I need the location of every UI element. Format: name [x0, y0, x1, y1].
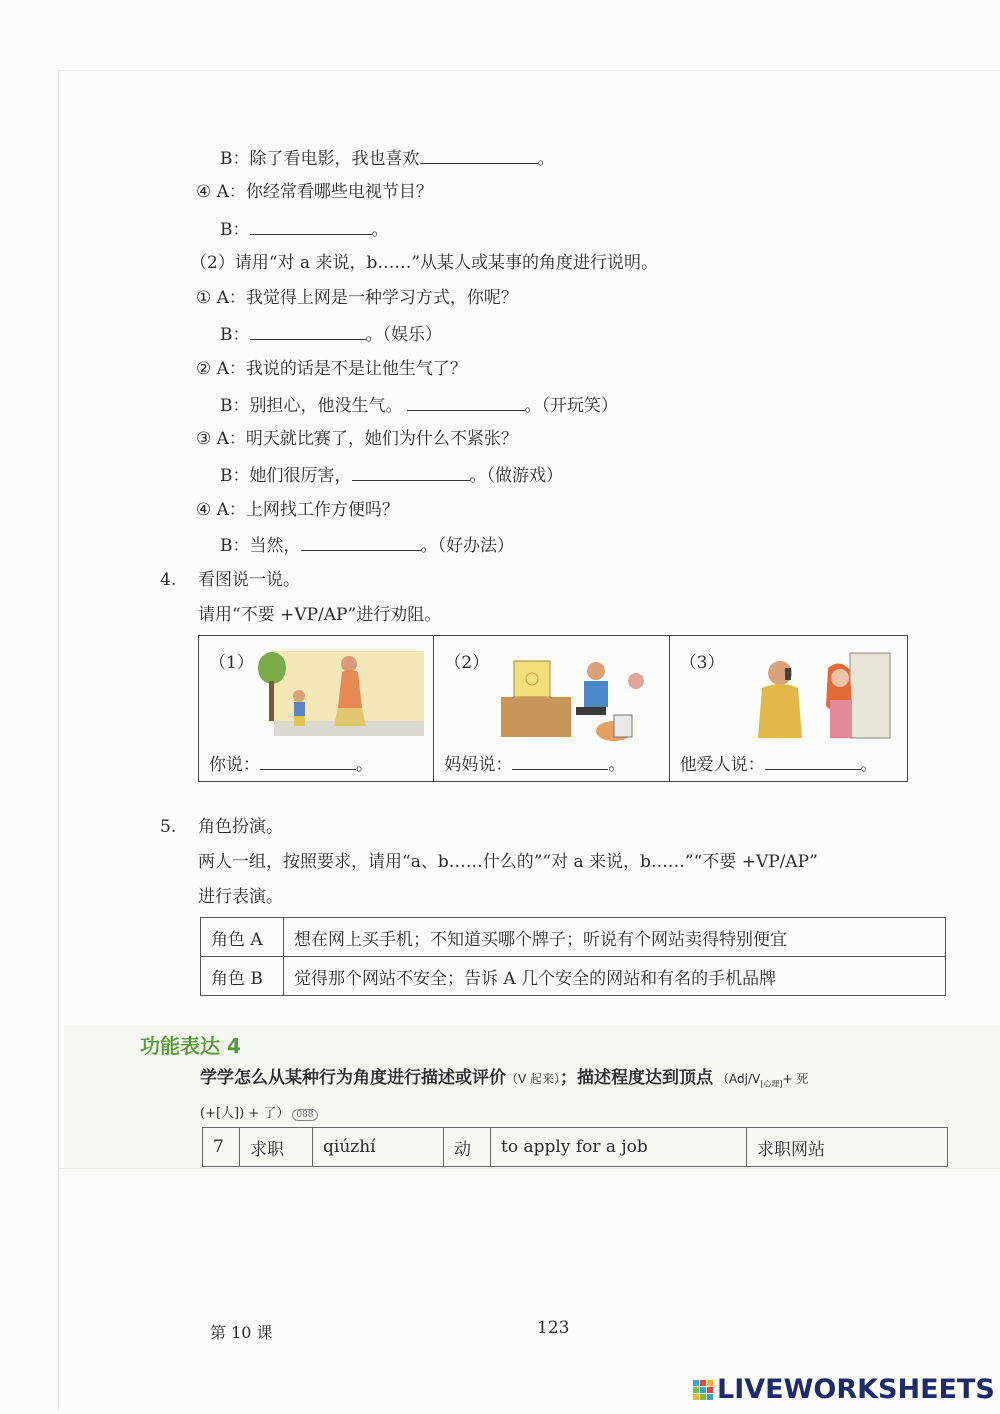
item2-b-pre: B：别担心，他没生气。 — [220, 396, 403, 416]
q4-a-line: ④ A：你经常看哪些电视节目？ — [196, 182, 433, 202]
role-b-label: 角色 B — [201, 957, 284, 996]
role-b-desc: 觉得那个网站不安全；告诉 A 几个安全的网站和有名的手机品牌 — [284, 957, 946, 996]
picture-cell-1 — [199, 636, 434, 782]
item3-b-pre: B：她们很厉害， — [220, 466, 352, 486]
role-row — [201, 918, 946, 957]
function4-title: 功能表达 4 — [140, 1034, 241, 1058]
role-row — [201, 957, 946, 996]
picture-3-label: （3） — [679, 653, 725, 673]
picture-2-say-text: 妈妈说： — [444, 755, 513, 775]
picture-cell-3 — [669, 636, 907, 782]
vocab-row — [203, 1128, 948, 1167]
part2-item2-a: ② A：我说的话是不是让他生气了？ — [196, 359, 467, 379]
liveworksheets-text: LIVEWORKSHEETS — [717, 1374, 995, 1405]
q1-b-line — [220, 145, 555, 171]
picture-3-say-text: 他爱人说： — [679, 755, 765, 775]
vocab-table — [202, 1127, 948, 1167]
vocab-pinyin: qiúzhí — [313, 1128, 444, 1167]
section4-title: 看图说一说。 — [198, 570, 300, 590]
part2-item3-b — [220, 462, 563, 488]
item3-b-post: 。（做游戏） — [469, 466, 563, 486]
q1-b-text: B：除了看电影，我也喜欢 — [220, 149, 420, 169]
function4-desc-paren2-text: （Adj/V — [717, 1072, 761, 1086]
picture-1-illustration — [254, 646, 424, 741]
vocab-number: 7 — [203, 1128, 240, 1167]
q4-b-blank[interactable] — [250, 216, 372, 235]
picture-1-say-text: 你说： — [209, 755, 260, 775]
part2-item3-a: ③ A：明天就比赛了，她们为什么不紧张？ — [196, 429, 518, 449]
q1-b-end: 。 — [537, 149, 555, 169]
roles-table — [200, 917, 946, 996]
part2-item1-b — [220, 321, 442, 347]
vocab-pos: 动 — [444, 1128, 491, 1167]
item1-b-pre: B： — [220, 325, 250, 345]
role-a-label: 角色 A — [201, 918, 284, 957]
audio-track-badge[interactable]: 088 — [292, 1109, 317, 1121]
q1-b-blank[interactable] — [420, 145, 538, 164]
part2-item2-b — [220, 392, 618, 418]
footer-lesson: 第 10 课 — [210, 1323, 273, 1342]
q4-b-line — [220, 216, 389, 242]
picture-1-end: 。 — [356, 755, 373, 775]
picture-table — [198, 635, 908, 782]
picture-2-illustration — [496, 651, 646, 741]
vocab-meaning: to apply for a job — [491, 1128, 747, 1167]
section5-instruction-2: 进行表演。 — [198, 887, 283, 907]
scan-edge-left — [58, 70, 59, 1410]
item4-b-pre: B：当然， — [220, 536, 301, 556]
section-divider — [58, 1168, 1000, 1169]
part2-instruction: （2）请用“对 a 来说，b……”从某人或某事的角度进行说明。 — [190, 253, 659, 273]
item2-blank[interactable] — [407, 392, 525, 411]
footer-page-number: 123 — [537, 1318, 570, 1338]
scan-edge-top — [58, 70, 1000, 71]
role-a-desc: 想在网上买手机；不知道买哪个牌子；听说有个网站卖得特别便宜 — [284, 918, 946, 957]
picture-2-end: 。 — [608, 755, 626, 775]
picture-3-say — [680, 750, 878, 775]
section5-title: 角色扮演。 — [198, 817, 283, 837]
item4-blank[interactable] — [301, 532, 421, 551]
function4-desc-mid: ；描述程度达到顶点 — [560, 1068, 714, 1088]
part2-item4-b — [220, 532, 514, 558]
section4-number: 4. — [160, 570, 177, 590]
function4-desc-end: + 死 — [782, 1072, 809, 1086]
function4-desc-main: 学学怎么从某种行为角度进行描述或评价 — [200, 1068, 506, 1088]
section5-number: 5. — [160, 817, 177, 837]
section4-instruction: 请用“不要 +VP/AP”进行劝阻。 — [198, 605, 442, 625]
item4-b-post: 。（好办法） — [420, 536, 514, 556]
picture-cell-2 — [434, 636, 669, 782]
function4-desc-paren2 — [717, 1072, 809, 1089]
function4-description-line2 — [200, 1102, 318, 1121]
q4-b-text: B： — [220, 220, 250, 240]
item3-blank[interactable] — [352, 462, 470, 481]
vocab-example: 求职网站 — [747, 1128, 948, 1167]
liveworksheets-logo-icon — [693, 1380, 713, 1400]
q4-b-end: 。 — [371, 220, 389, 240]
picture-1-blank[interactable] — [260, 751, 356, 770]
liveworksheets-watermark — [693, 1374, 995, 1405]
picture-2-say — [444, 750, 625, 775]
item1-b-post: 。（娱乐） — [365, 325, 442, 345]
picture-2-label: （2） — [444, 653, 490, 673]
function4-description — [200, 1063, 808, 1089]
function4-desc-sub: [心理] — [760, 1079, 783, 1089]
picture-3-blank[interactable] — [765, 751, 861, 770]
function4-desc-paren1: （V 起来） — [506, 1072, 561, 1086]
part2-item4-a: ④ A：上网找工作方便吗？ — [196, 500, 399, 520]
item1-blank[interactable] — [250, 321, 366, 340]
section5-instruction-1: 两人一组，按照要求，请用“a、b……什么的”“对 a 来说，b……”“不要 +VP/AP” — [198, 852, 818, 872]
picture-2-blank[interactable] — [512, 751, 608, 770]
part2-item1-a: ① A：我觉得上网是一种学习方式，你呢？ — [196, 288, 518, 308]
picture-1-say — [209, 750, 373, 775]
function4-desc-line2-text: (+[人]) + 了） — [200, 1106, 290, 1121]
picture-3-end: 。 — [860, 755, 878, 775]
item2-b-post: 。（开玩笑） — [524, 396, 618, 416]
vocab-word: 求职 — [240, 1128, 313, 1167]
picture-3-illustration — [730, 648, 900, 743]
picture-1-label: （1） — [209, 653, 254, 673]
